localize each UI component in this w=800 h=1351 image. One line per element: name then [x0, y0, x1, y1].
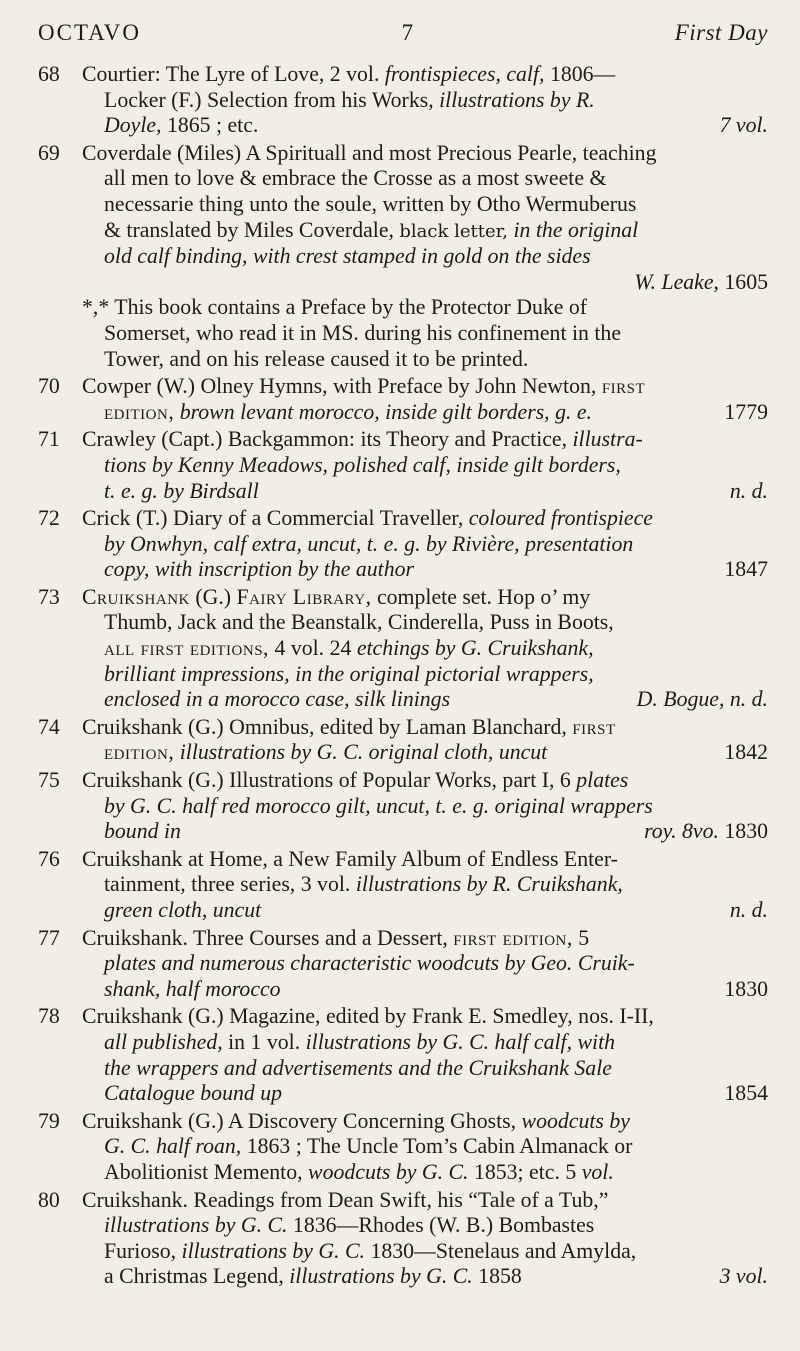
text-run: Cruikshank at Home, a New Family Album of Endless Enter- — [82, 846, 618, 871]
lot-entry — [38, 506, 768, 583]
text-run: Cruikshank. Readings from Dean Swift, his “Tale of a Tub,” — [82, 1187, 609, 1212]
description-line — [82, 926, 768, 952]
description-line — [82, 977, 768, 1003]
text-run: coloured frontispiece — [468, 506, 653, 531]
description-line — [82, 715, 768, 741]
lot-number: 70 — [38, 374, 60, 399]
lot-number: 69 — [38, 140, 60, 165]
lot-list — [38, 62, 768, 1290]
text-run: plates and numerous characteristic woodcuts by Geo. Cruik- — [104, 951, 635, 976]
description-line — [82, 768, 768, 794]
description-line — [82, 794, 768, 820]
text-run: vol. — [581, 1159, 614, 1184]
text-run: shank, half morocco — [104, 976, 281, 1001]
description-line — [82, 506, 768, 532]
lot-number: 71 — [38, 427, 60, 452]
text-run: 1806— — [544, 62, 616, 86]
text-run: Locker (F.) Selection from his Works, — [104, 87, 440, 112]
description-line — [82, 374, 768, 400]
lot-description — [82, 1109, 768, 1186]
running-header — [38, 20, 768, 46]
text-run: 5 — [572, 925, 590, 950]
description-line — [82, 141, 768, 167]
lot-number: 79 — [38, 1108, 60, 1133]
description-line — [82, 295, 768, 321]
lot-entry — [38, 847, 768, 924]
description-line — [82, 321, 768, 347]
text-run: the wrappers and advertisements and the Cruikshank Sale — [104, 1055, 612, 1080]
description-line — [82, 898, 768, 924]
lot-date: 1842 — [724, 740, 768, 765]
text-run: 1863 ; The Uncle Tom’s Cabin Almanack or — [241, 1134, 633, 1159]
header-sale-day: First Day — [674, 20, 768, 45]
text-run: in the original — [508, 217, 639, 242]
description-line — [82, 1213, 768, 1239]
text-run: 1865 ; etc. — [161, 113, 259, 138]
lot-date: 1605 — [718, 269, 768, 294]
lot-description — [82, 141, 768, 372]
text-run: polished calf, inside gilt borders, — [328, 452, 621, 477]
text-run: Somerset, who read it in MS. during his confinement in the — [104, 320, 621, 345]
description-line — [82, 1081, 768, 1107]
text-run: Cruikshank (G.) Omnibus, edited by Laman Blanchard, — [82, 714, 573, 739]
text-run: (G.) — [189, 584, 237, 609]
text-run: necessarie thing unto the soule, written by Otho Wermuberus — [104, 191, 637, 216]
description-line — [82, 113, 768, 139]
text-run: black letter, — [399, 220, 509, 242]
description-line — [82, 557, 768, 583]
lot-description — [82, 715, 768, 766]
text-run: frontispieces, calf, — [384, 62, 545, 86]
lot-date: W. Leake, — [634, 269, 719, 294]
description-line — [82, 1188, 768, 1214]
lot-description — [82, 768, 768, 845]
description-line — [82, 1134, 768, 1160]
lot-description — [82, 847, 768, 924]
text-run: 1853; etc. 5 — [468, 1159, 582, 1184]
description-line — [82, 532, 768, 558]
text-run: Tower, and on his release caused it to be printed. — [104, 346, 529, 371]
text-run: brilliant impressions, in the original pictorial wrappers, — [104, 661, 594, 686]
lot-date: D. Bogue, n. d. — [636, 687, 768, 712]
description-line — [82, 166, 768, 192]
text-run: Crawley (Capt.) Backgammon: its Theory and Practice, — [82, 427, 573, 452]
description-line — [82, 847, 768, 873]
description-line — [82, 453, 768, 479]
text-run: copy, with inscription by the author — [104, 557, 414, 582]
header-format: OCTAVO — [38, 20, 142, 45]
text-run: enclosed in a morocco case, silk linings — [104, 687, 451, 712]
description-line — [82, 872, 768, 898]
description-line — [82, 687, 768, 713]
text-run: Crick (T.) Diary of a Commercial Traveller, — [82, 506, 469, 531]
description-line — [82, 347, 768, 373]
text-run: illustra- — [572, 427, 643, 452]
text-run: woodcuts by G. C. — [308, 1159, 469, 1184]
lot-number: 78 — [38, 1004, 60, 1029]
description-line — [82, 479, 768, 505]
text-run: Cruikshank (G.) Magazine, edited by Frank E. Smedley, nos. I-II, — [82, 1004, 654, 1029]
lot-date: 1847 — [724, 557, 768, 582]
description-line — [82, 1109, 768, 1135]
description-line — [82, 585, 768, 611]
lot-date: n. d. — [729, 478, 768, 503]
text-run: Courtier: The Lyre of Love, 2 vol. — [82, 62, 385, 86]
text-run: etchings by G. Cruikshank, — [356, 636, 594, 661]
text-run: Abolitionist Memento, — [104, 1159, 309, 1184]
text-run: first — [601, 374, 646, 399]
text-run: Cruikshank (G.) Illustrations of Popular Works, part I, 6 — [82, 768, 577, 793]
text-run: illustrations by G. C. — [289, 1264, 473, 1289]
lot-date: roy. 8vo. — [644, 819, 719, 844]
text-run: green cloth, uncut — [104, 898, 262, 922]
text-run: Cruikshank (G.) A Discovery Concerning Ghosts, — [82, 1108, 522, 1133]
text-run: plates — [576, 768, 629, 793]
text-run: 4 vol. 24 — [269, 636, 357, 661]
text-run: Furioso, — [104, 1238, 182, 1263]
lot-number: 77 — [38, 925, 60, 950]
text-run: woodcuts by — [521, 1108, 630, 1133]
lot-date: 1830 — [718, 819, 768, 844]
lot-date: 3 vol. — [719, 1264, 768, 1289]
lot-entry — [38, 141, 768, 372]
description-line — [82, 1056, 768, 1082]
lot-entry — [38, 768, 768, 845]
text-run: edition, — [104, 399, 175, 424]
lot-entry — [38, 1188, 768, 1290]
lot-description — [82, 1004, 768, 1106]
text-run: illustrations by G. C. original cloth, uncut — [174, 740, 548, 765]
text-run: a Christmas Legend, — [104, 1264, 290, 1289]
description-line — [82, 62, 768, 88]
lot-date: n. d. — [729, 898, 768, 922]
description-line — [82, 400, 768, 426]
lot-entry — [38, 62, 768, 139]
text-run: first edition, — [453, 925, 573, 950]
lot-description — [82, 1188, 768, 1290]
text-run: illustrations by G. C. — [181, 1238, 365, 1263]
description-line — [82, 244, 768, 270]
lot-entry — [38, 374, 768, 425]
text-run: tainment, three series, 3 vol. — [104, 872, 356, 897]
text-run: illustrations by R. Cruikshank, — [355, 872, 623, 897]
text-run: complete set. Hop o’ my — [371, 584, 591, 609]
text-run: illustrations by G. C. — [104, 1213, 288, 1238]
lot-number: 73 — [38, 584, 60, 609]
lot-description — [82, 926, 768, 1003]
description-line — [82, 1004, 768, 1030]
lot-number: 72 — [38, 506, 60, 531]
text-run: brown levant morocco, inside gilt borders, g. e. — [174, 399, 592, 424]
lot-date: 1830 — [724, 976, 768, 1001]
description-line — [82, 951, 768, 977]
lot-date: 7 vol. — [719, 113, 768, 138]
text-run: t. e. g. by Birdsall — [104, 478, 259, 503]
lot-entry — [38, 427, 768, 504]
lot-date: 1854 — [724, 1081, 768, 1106]
lot-number: 68 — [38, 62, 60, 86]
description-line — [82, 610, 768, 636]
text-run: illustrations by G. C. half calf, with — [305, 1029, 616, 1054]
text-run: Thumb, Jack and the Beanstalk, Cinderella, Puss in Boots, — [104, 610, 614, 635]
description-line — [82, 218, 768, 245]
text-run: Kenny Meadows, — [172, 452, 329, 477]
description-line — [82, 427, 768, 453]
text-run: Cruikshank — [82, 584, 190, 609]
lot-entry — [38, 1109, 768, 1186]
text-run: all published, — [104, 1029, 223, 1054]
text-run: 1836—Rhodes (W. B.) Bombastes — [287, 1213, 595, 1238]
text-run: all men to love & embrace the Crosse as a most sweete & — [104, 166, 607, 191]
description-line — [82, 1239, 768, 1265]
text-run: 1858 — [472, 1264, 522, 1289]
text-run: in 1 vol. — [222, 1029, 306, 1054]
description-line — [82, 662, 768, 688]
text-run: *,* This book contains a Preface by the Protector Duke of — [82, 295, 588, 320]
description-line — [82, 1030, 768, 1056]
text-run: tions by — [104, 452, 173, 477]
description-line — [82, 1160, 768, 1186]
lot-description — [82, 427, 768, 504]
lot-description — [82, 585, 768, 713]
lot-description — [82, 506, 768, 583]
description-line — [82, 740, 768, 766]
text-run: Doyle, — [104, 113, 162, 138]
lot-entry — [38, 1004, 768, 1106]
text-run: by Onwhyn, calf extra, uncut, t. e. g. by Rivière, presentation — [104, 531, 634, 556]
lot-number: 75 — [38, 768, 60, 793]
description-line — [82, 819, 768, 845]
lot-entry — [38, 585, 768, 713]
description-line — [82, 636, 768, 662]
text-run: old calf binding, with crest stamped in gold on the sides — [104, 244, 591, 269]
text-run: Coverdale (Miles) A Spirituall and most Precious Pearle, teaching — [82, 140, 657, 165]
text-run: Cowper (W.) Olney Hymns, with Preface by John Newton, — [82, 374, 602, 399]
lot-date: 1779 — [724, 399, 768, 424]
lot-description — [82, 374, 768, 425]
description-line — [82, 270, 768, 296]
text-run: first — [572, 714, 616, 739]
description-line — [82, 88, 768, 114]
lot-entry — [38, 926, 768, 1003]
text-run: G. C. half roan, — [104, 1134, 242, 1159]
text-run: edition, — [104, 740, 175, 765]
text-run: Catalogue bound up — [104, 1081, 283, 1106]
description-line — [82, 1264, 768, 1290]
text-run: Fairy Library, — [236, 584, 372, 609]
page-number: 7 — [401, 20, 415, 45]
text-run: bound in — [104, 819, 181, 844]
text-run: illustrations by R. — [439, 87, 595, 112]
lot-number: 74 — [38, 714, 60, 739]
lot-description — [82, 62, 768, 139]
lot-number: 80 — [38, 1187, 60, 1212]
lot-entry — [38, 715, 768, 766]
text-run: by G. C. half red morocco gilt, uncut, t. e. g. original wrappers — [104, 793, 653, 818]
text-run: Cruikshank. Three Courses and a Dessert, — [82, 925, 454, 950]
text-run: & translated by Miles Coverdale, — [104, 217, 400, 242]
text-run: all first editions, — [104, 636, 270, 661]
text-run: 1830—Stenelaus and Amylda, — [365, 1238, 637, 1263]
lot-number: 76 — [38, 846, 60, 871]
description-line — [82, 192, 768, 218]
